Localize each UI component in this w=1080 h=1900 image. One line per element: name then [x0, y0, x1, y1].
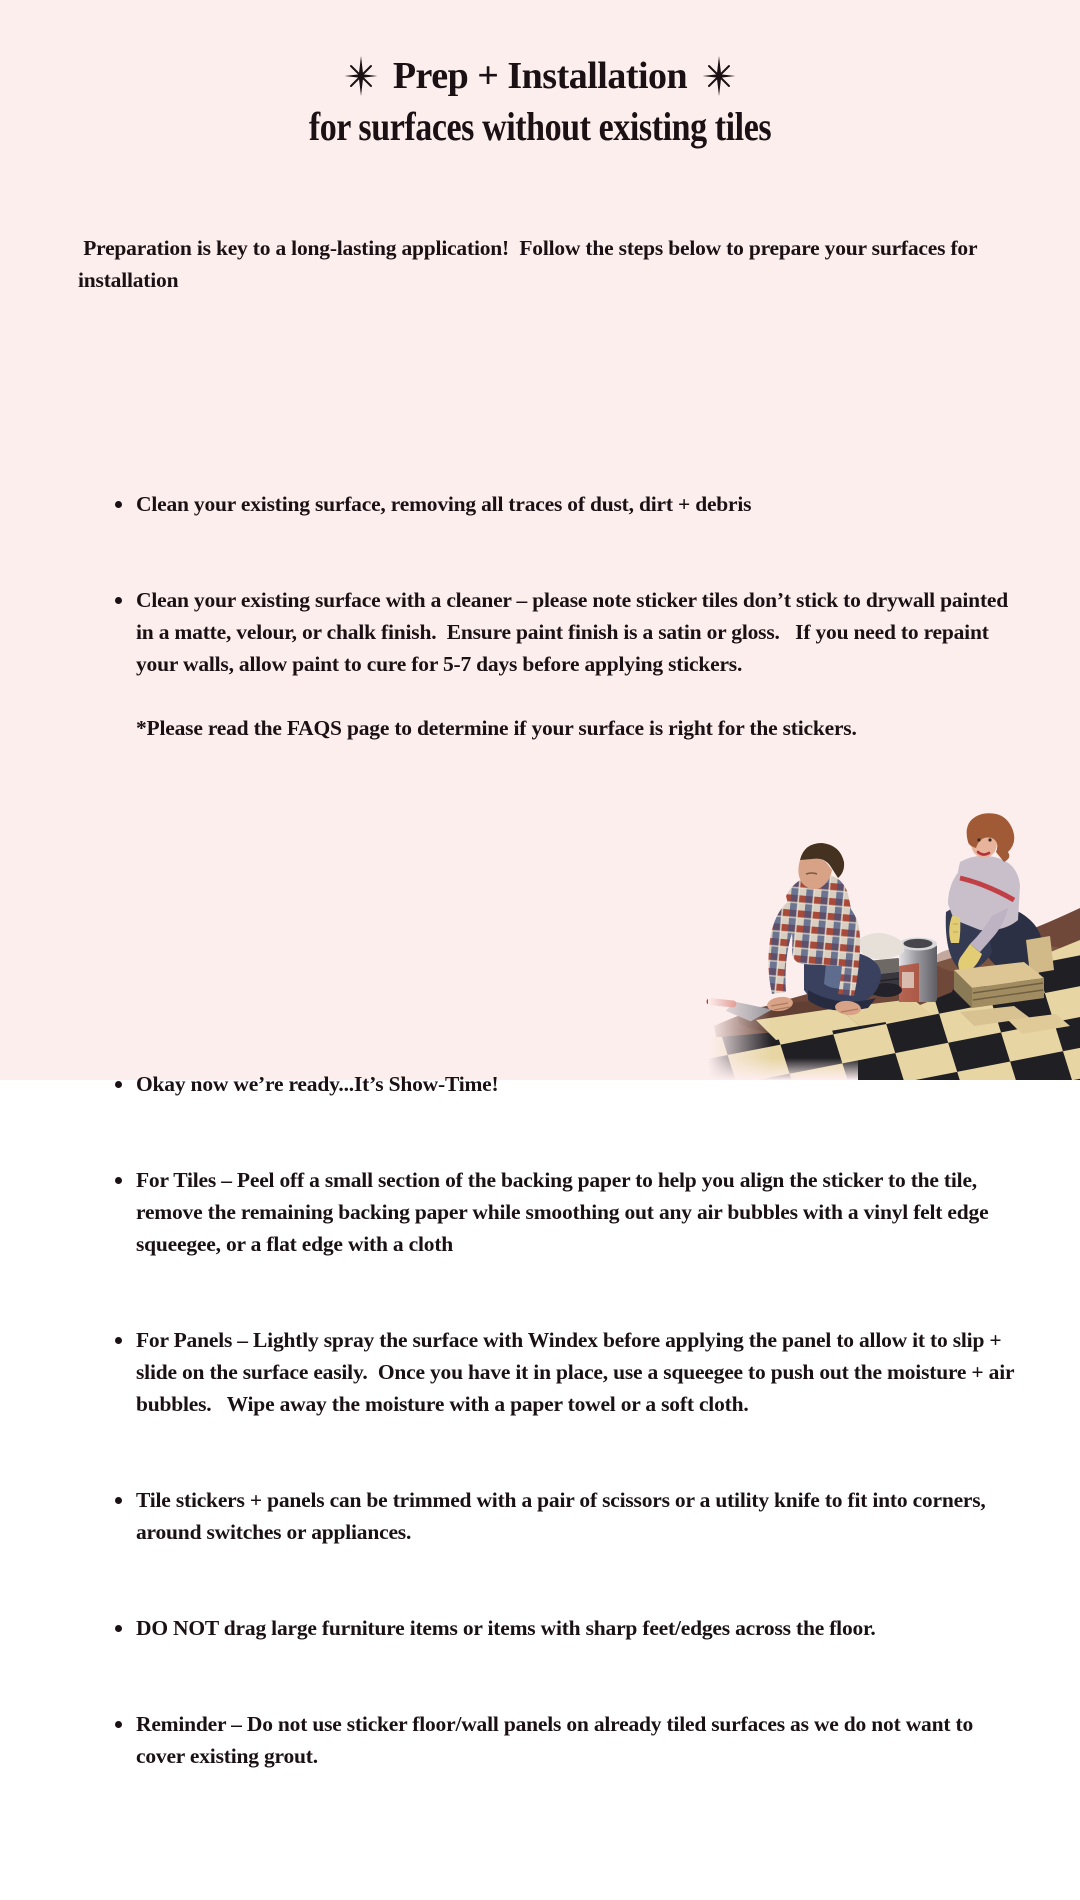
list-item — [136, 584, 1026, 808]
instruction-text: Tile stickers + panels can be trimmed with a pair of scissors or a utility knife to fit into corners, around switches or appliances. — [136, 1488, 991, 1544]
intro-paragraph: Preparation is key to a long-lasting application! Follow the steps below to prepare your surfaces for installation — [78, 236, 983, 292]
list-item — [136, 1612, 1026, 1644]
title-text: Prep + Installation — [392, 55, 688, 97]
prep-steps-list — [78, 424, 1026, 872]
instruction-text: Clean your existing surface, removing all traces of dust, dirt + debris — [136, 492, 752, 516]
instruction-text: DO NOT drag large furniture items or items with sharp feet/edges across the floor. — [136, 1616, 876, 1640]
list-item — [136, 1068, 1026, 1100]
instruction-text: Reminder – Do not use sticker floor/wall panels on already tiled surfaces as we do not want to cover existing grout. — [136, 1712, 979, 1768]
sparkle-icon — [341, 56, 381, 96]
list-item — [136, 488, 1026, 520]
instruction-text: For Panels – Lightly spray the surface with Windex before applying the panel to allow it to slip + slide on the surface easily. Once you have it in place, use a squeegee to push out the moisture + air bubbles. Wipe away the moisture with a paper towel or a soft cloth. — [136, 1328, 1020, 1416]
install-steps-list — [78, 1004, 1026, 1836]
list-item — [136, 1708, 1026, 1772]
instruction-text: Clean your existing surface with a cleaner – please note sticker tiles don’t stick to drywall painted in a matte, velour, or chalk finish. Ensure paint finish is a satin or gloss. If you need to repaint your walls, allow paint to cure for 5-7 days before applying stickers. — [136, 588, 1014, 676]
faq-note: *Please read the FAQS page to determine if your surface is right for the stickers. — [136, 716, 857, 740]
list-item — [136, 1164, 1026, 1260]
sparkle-icon — [699, 56, 739, 96]
page-title — [0, 52, 1080, 100]
instructions — [0, 154, 1080, 1900]
instruction-text: For Tiles – Peel off a small section of the backing paper to help you align the sticker to the tile, remove the remaining backing paper while smoothing out any air bubbles with a vinyl felt edge squeegee, or a flat edge with a cloth — [136, 1168, 994, 1256]
page-subtitle: for surfaces without existing tiles — [308, 104, 772, 149]
instruction-text: Okay now we’re ready...It’s Show-Time! — [136, 1072, 499, 1096]
list-item — [136, 1484, 1026, 1548]
header — [0, 0, 1080, 154]
list-item — [136, 1324, 1026, 1420]
